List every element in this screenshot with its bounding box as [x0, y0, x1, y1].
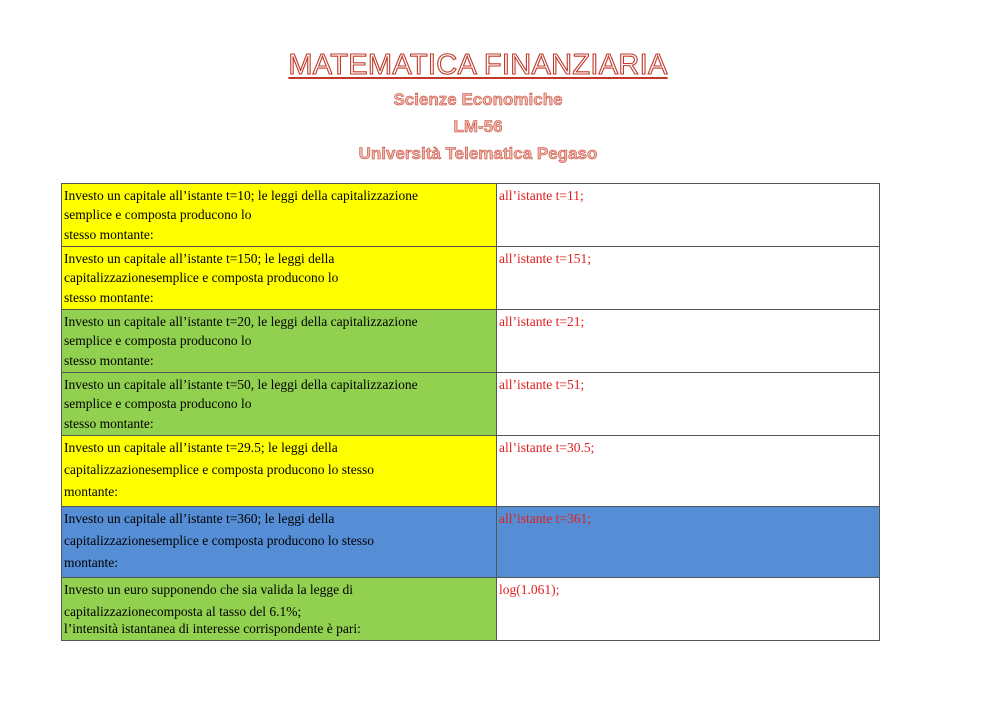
- question-line: capitalizzazionesemplice e composta producono lo stesso: [64, 462, 375, 477]
- question-line: Investo un capitale all’istante t=360; le leggi della: [64, 511, 335, 526]
- answer-cell: all’istante t=361;: [497, 507, 880, 578]
- document-header: [0, 48, 956, 167]
- question-line: montante:: [64, 484, 118, 499]
- answer-cell: all’istante t=11;: [497, 184, 880, 247]
- document-title: MATEMATICA FINANZIARIA: [288, 49, 668, 81]
- question-line: montante:: [64, 555, 118, 570]
- answer-cell: all’istante t=51;: [497, 373, 880, 436]
- table-row: [62, 436, 880, 507]
- question-line: Investo un euro supponendo che sia valida la legge di: [64, 582, 354, 597]
- table-row: [62, 373, 880, 436]
- question-line: stesso montante:: [64, 290, 154, 305]
- question-line: capitalizzazionesemplice e composta producono lo: [64, 270, 339, 285]
- subtitle-university: Università Telematica Pegaso: [358, 144, 598, 163]
- question-line: Investo un capitale all’istante t=50, le leggi della capitalizzazione: [64, 377, 418, 392]
- subtitle-code: LM-56: [453, 117, 503, 136]
- question-line: stesso montante:: [64, 416, 154, 431]
- question-line: capitalizzazionecomposta al tasso del 6.1%;: [64, 604, 302, 619]
- question-line: Investo un capitale all’istante t=150; le leggi della: [64, 251, 335, 266]
- table-row: [62, 578, 880, 641]
- question-line: Investo un capitale all’istante t=10; le leggi della capitalizzazione: [64, 188, 418, 203]
- table-row: [62, 507, 880, 578]
- question-cell: [62, 247, 497, 310]
- question-line: stesso montante:: [64, 353, 154, 368]
- answer-cell: all’istante t=21;: [497, 310, 880, 373]
- answer-cell: all’istante t=30.5;: [497, 436, 880, 507]
- question-cell: [62, 507, 497, 578]
- table-row: [62, 247, 880, 310]
- table-row: [62, 184, 880, 247]
- question-line: semplice e composta producono lo: [64, 333, 252, 348]
- question-line: semplice e composta producono lo: [64, 396, 252, 411]
- question-line: stesso montante:: [64, 227, 154, 242]
- answer-cell: log(1.061);: [497, 578, 880, 641]
- subtitle-course: Scienze Economiche: [393, 90, 563, 109]
- question-cell: [62, 184, 497, 247]
- question-cell: [62, 373, 497, 436]
- table-row: [62, 310, 880, 373]
- question-line: semplice e composta producono lo: [64, 207, 252, 222]
- question-line: capitalizzazionesemplice e composta producono lo stesso: [64, 533, 375, 548]
- questions-table: [61, 183, 880, 641]
- question-line: Investo un capitale all’istante t=20, le leggi della capitalizzazione: [64, 314, 418, 329]
- question-cell: [62, 436, 497, 507]
- answer-cell: all’istante t=151;: [497, 247, 880, 310]
- question-cell: [62, 310, 497, 373]
- question-cell: [62, 578, 497, 641]
- question-line: Investo un capitale all’istante t=29.5; le leggi della: [64, 440, 338, 455]
- question-line: l’intensità istantanea di interesse corrispondente è pari:: [64, 621, 361, 636]
